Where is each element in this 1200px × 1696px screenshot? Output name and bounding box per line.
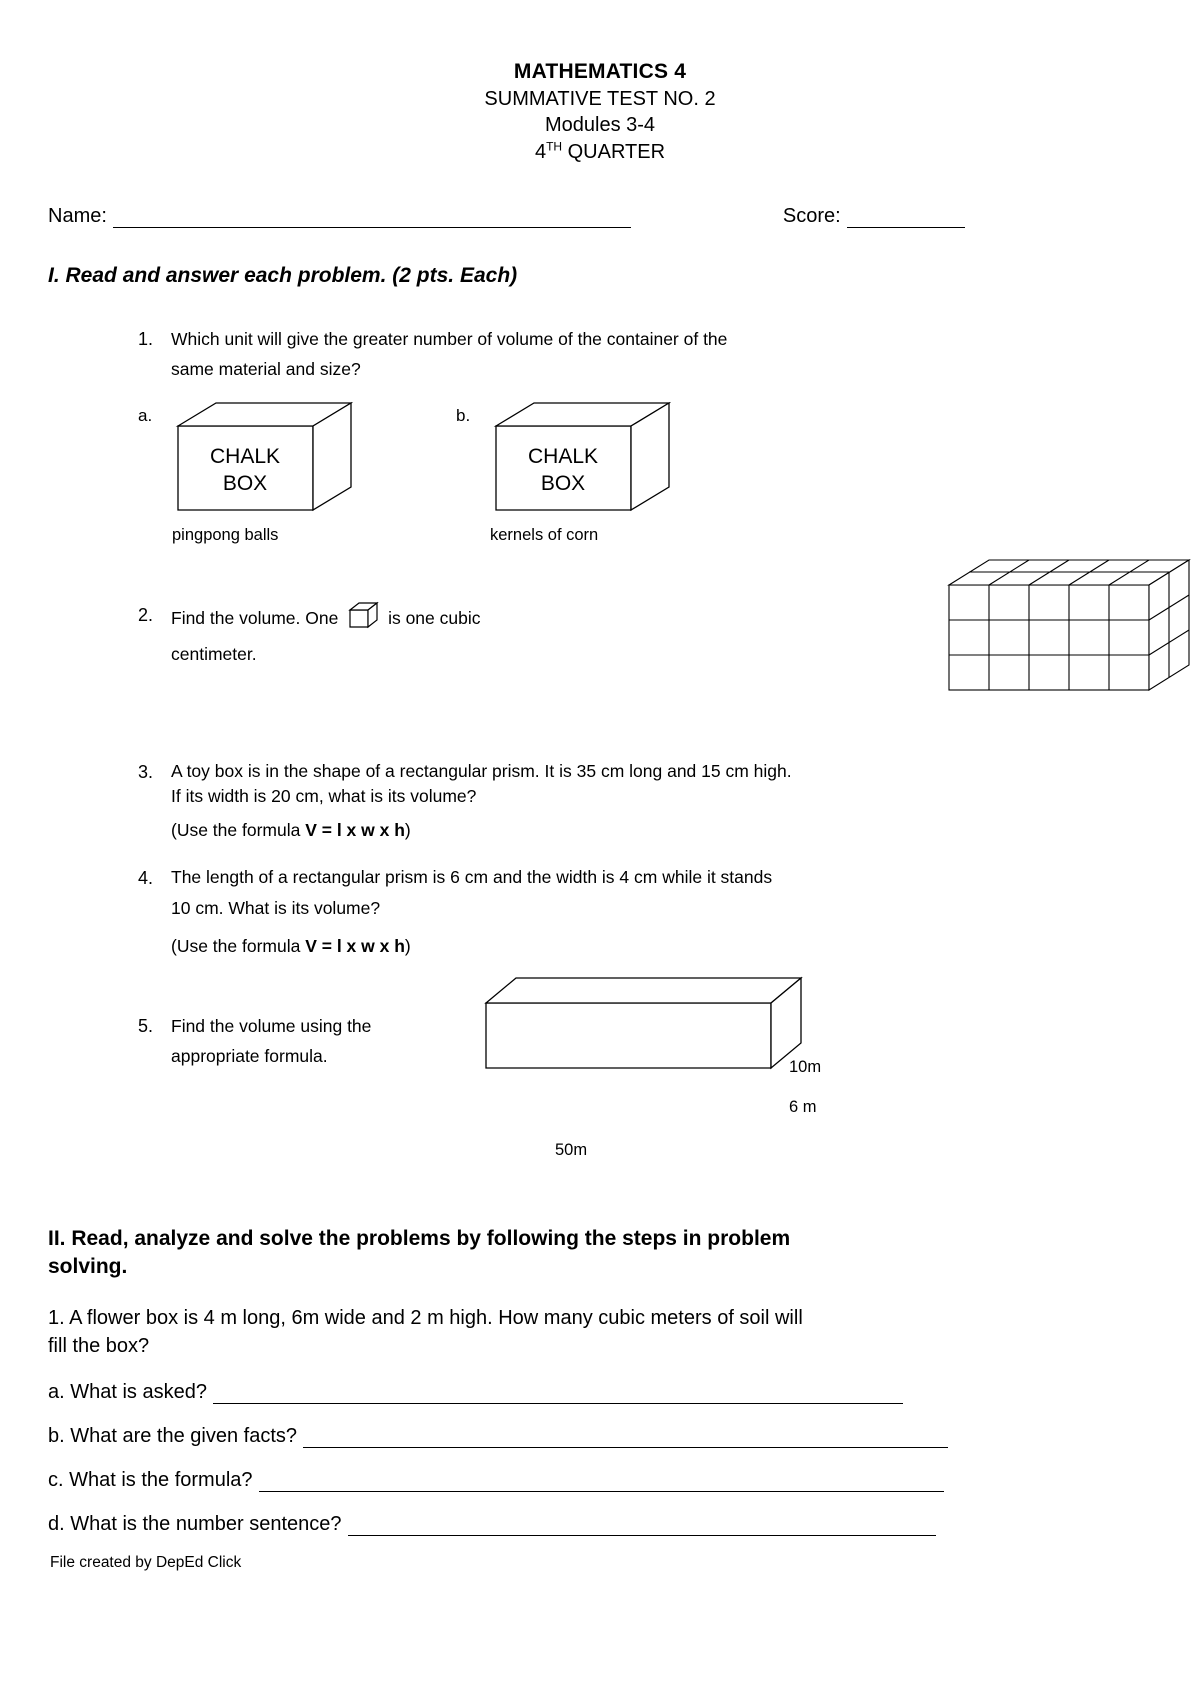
section-two (46, 1225, 1154, 1572)
question-4-formula (171, 934, 1154, 959)
quarter-word: QUARTER (562, 140, 666, 163)
question-2-line2: centimeter. (171, 644, 257, 665)
sub-question-a (48, 1381, 1154, 1404)
name-score-row (46, 205, 1154, 228)
question-5-line2: appropriate formula. (171, 1046, 328, 1067)
choice-b-caption: kernels of corn (490, 526, 599, 545)
svg-text:CHALK: CHALK (527, 445, 599, 469)
question-1 (138, 324, 1154, 548)
chalk-box-a-illustration (168, 398, 353, 525)
sub-question-d (48, 1513, 1154, 1536)
doc-subtitle: SUMMATIVE TEST NO. 2 (484, 87, 716, 110)
doc-modules: Modules 3-4 (544, 114, 656, 137)
question-2 (138, 600, 1154, 725)
sub-question-b (48, 1425, 1154, 1448)
sub-question-b-answer-rule[interactable] (303, 1430, 948, 1448)
doc-title: MATHEMATICS 4 (513, 60, 687, 83)
question-3-formula-bold: V = l x w x h (305, 819, 405, 840)
sub-question-b-label: b. What are the given facts? (48, 1424, 298, 1447)
problem-1-line2: fill the box? (48, 1334, 150, 1357)
rectangular-beam-illustration (481, 973, 821, 1112)
question-5 (138, 1011, 1154, 1161)
question-3 (138, 759, 1154, 843)
problem-1-line1: 1. A flower box is 4 m long, 6m wide and 2 m high. How many cubic meters of soil will (48, 1306, 803, 1329)
question-3-line2: If its width is 20 cm, what is its volume? (171, 786, 477, 807)
sub-question-c-label: c. What is the formula? (48, 1468, 253, 1491)
question-3-line1: A toy box is in the shape of a rectangular prism. It is 35 cm long and 15 cm high. (171, 761, 792, 782)
section-two-title-line2: solving. (48, 1255, 128, 1279)
question-1-number: 1. (138, 328, 154, 349)
question-4-number: 4. (138, 868, 154, 889)
sub-question-c (48, 1469, 1154, 1492)
section-two-title-line1: II. Read, analyze and solve the problems by following the steps in problem (48, 1226, 791, 1250)
beam-height-label: 10m (789, 1057, 822, 1076)
svg-text:BOX: BOX (540, 472, 586, 496)
choice-a-letter: a. (138, 406, 153, 426)
question-4-line1: The length of a rectangular prism is 6 cm and the width is 4 cm while it stands (171, 867, 773, 888)
svg-text:CHALK: CHALK (209, 445, 281, 469)
unit-cube-icon (347, 600, 379, 639)
section-one-items (46, 324, 1154, 1161)
question-2-number: 2. (138, 605, 154, 626)
page-footer: File created by DepEd Click (50, 1553, 242, 1571)
svg-text:BOX: BOX (222, 472, 268, 496)
sub-question-a-label: a. What is asked? (48, 1380, 207, 1403)
question-3-formula (171, 818, 1154, 843)
worksheet-page (46, 0, 1154, 1572)
score-label: Score: (782, 204, 841, 227)
question-2-line1-after: is one cubic (388, 608, 481, 629)
question-1-choices (138, 398, 1154, 548)
question-4-formula-prefix: (Use the formula (171, 935, 306, 956)
question-3-formula-suffix: ) (404, 819, 411, 840)
doc-quarter (46, 139, 1154, 165)
question-4-formula-bold: V = l x w x h (305, 935, 405, 956)
question-4-formula-suffix: ) (404, 935, 411, 956)
quarter-ordinal-suffix: TH (546, 138, 563, 153)
sub-question-c-answer-rule[interactable] (259, 1474, 944, 1492)
grid-prism-illustration (944, 555, 1194, 709)
question-5-line1: Find the volume using the (171, 1015, 372, 1036)
question-4-line2: 10 cm. What is its volume? (171, 897, 381, 918)
beam-depth-label: 6 m (789, 1097, 817, 1116)
sub-question-d-answer-rule[interactable] (348, 1518, 936, 1536)
section-two-title (48, 1225, 1154, 1282)
question-4 (138, 865, 1154, 959)
question-2-line1-before: Find the volume. One (171, 608, 339, 629)
question-3-formula-prefix: (Use the formula (171, 819, 306, 840)
sub-question-d-label: d. What is the number sentence? (48, 1512, 342, 1535)
question-3-number: 3. (138, 762, 154, 783)
section-one-title: I. Read and answer each problem. (2 pts. Each) (48, 263, 518, 287)
quarter-number: 4 (534, 140, 547, 163)
name-input-rule[interactable] (113, 210, 631, 228)
question-1-line2: same material and size? (171, 358, 361, 379)
question-1-line1: Which unit will give the greater number of volume of the container of the (171, 328, 728, 349)
chalk-box-b-illustration (486, 398, 671, 525)
sub-question-a-answer-rule[interactable] (213, 1386, 903, 1404)
choice-a-caption: pingpong balls (172, 526, 279, 545)
name-label: Name: (48, 204, 107, 227)
score-input-rule[interactable] (847, 210, 965, 228)
choice-b-letter: b. (456, 406, 471, 426)
beam-length-label: 50m (555, 1140, 588, 1159)
question-5-number: 5. (138, 1015, 154, 1036)
section-two-problem-1 (48, 1304, 1154, 1360)
document-header (46, 0, 1154, 165)
